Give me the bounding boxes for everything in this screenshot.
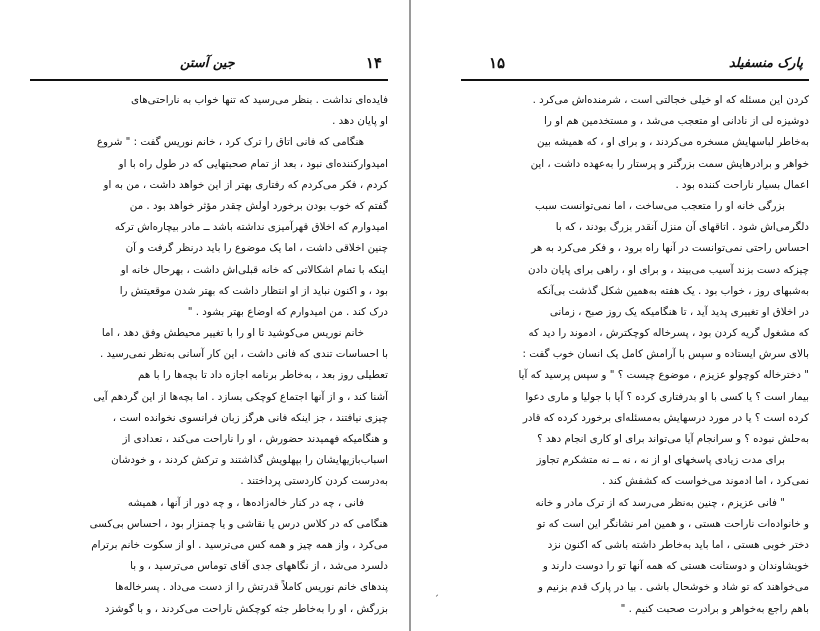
text-line: " فانی عزیزم ، چنین به‌نظر می‌رسد که از ترک مادر و خانه xyxy=(535,496,785,509)
left-running-title: جین آستن xyxy=(180,56,235,71)
right-page xyxy=(411,0,820,631)
text-line: به‌حلش نبوده ؟ و سرانجام آیا می‌تواند برای او کاری انجام دهد ؟ xyxy=(537,433,809,445)
text-line: به‌شبهای روز ، خواب بود . یک هفته به‌همین شکل گذشت بی‌آنکه xyxy=(536,284,809,297)
text-line: با احساسات تندی که فانی داشت ، این کار آسانی به‌نظر نمی‌رسید . xyxy=(100,348,388,361)
text-line: خواهر و برادرهایش سمت بزرگتر و پرستار را به‌عهده داشت ، این xyxy=(530,157,809,170)
right-page-number: ۱۵ xyxy=(489,54,506,72)
left-page-number: ۱۴ xyxy=(365,54,382,72)
text-line: خانم نوریس می‌کوشید تا او را با تغییر محیطش وفق دهد ، اما xyxy=(101,327,364,340)
left-header-rule xyxy=(30,79,388,81)
text-line: دلگرمی‌اش شود . اتاقهای آن منزل آنقدر بزرگ بودند ، که با xyxy=(555,221,809,234)
text-line: فانی ، چه در کنار خاله‌زاده‌ها ، و چه دور از آنها ، همیشه xyxy=(127,496,364,509)
text-line: احساس راحتی نمی‌توانست در آنها راه برود ، و فکر می‌کرد به هر xyxy=(531,242,809,255)
text-line: به‌درست کردن کاردستی پرداختند . xyxy=(240,475,388,488)
text-line: اسباب‌بازیهایشان را بپهلویش گذاشتند و ترکش کردند ، و خودشان xyxy=(111,454,388,467)
text-line: دختر خوبی هستی ، اما باید به‌خاطر داشته باشی که اکنون نزد xyxy=(547,538,809,551)
text-line: کردن این مسئله که او خیلی خجالتی است ، شرمنده‌اش می‌کرد . xyxy=(532,94,809,106)
right-page-body xyxy=(469,90,809,620)
text-line: به‌خاطر لباسهایش مسخره می‌کردند ، و برای او ، که همیشه بین xyxy=(537,136,809,149)
text-line: دلسرد می‌شد ، از نگاههای جدی آقای توماس می‌ترسید ، و با xyxy=(130,560,388,573)
text-line: بود ، و اکنون نباید از او انتظار داشت که بهتر شدن موقعیتش را xyxy=(119,284,388,297)
text-line: پندهای خانم نوریس کاملاً قدرتش را از دست می‌داد . پسرخاله‌ها xyxy=(115,581,388,594)
text-line: بزرگش ، او را به‌خاطر جثه کوچکش ناراحت می‌کردند ، و با گوشزد xyxy=(104,602,388,615)
text-line: که مشغول گریه کردن بود ، پسرخاله کوچکترش ، ادموند را دید که xyxy=(528,327,809,340)
text-line: کردم ، فکر می‌کردم که رفتاری بهتر از این خواهد داشت ، من به او xyxy=(103,178,388,191)
right-page-header xyxy=(471,54,809,76)
left-page xyxy=(0,0,409,631)
text-line: می‌خواهند که تو شاد و خوشحال باشی . بیا در پارک قدم بزنیم و xyxy=(537,581,809,594)
text-line: فایده‌ای نداشت . بنظر می‌رسید که تنها خواب به ناراحتی‌های xyxy=(131,94,388,106)
text-line: برای مدت زیادی پاسخهای او از نه ، نه ــ نه متشکرم تجاوز xyxy=(536,454,785,467)
right-running-title: پارک منسفیلد xyxy=(728,56,803,71)
text-line: هنگامی که فانی اتاق را ترک کرد ، خانم نوریس گفت : " شروع xyxy=(96,136,364,149)
text-line: می‌کرد ، واز همه چیز و همه کس می‌ترسید . او از سکوت خانم برترام xyxy=(91,538,388,551)
text-line: دوشیزه لی از نادانی او متعجب می‌شد ، و مستخدمین هم او را xyxy=(544,115,809,128)
text-line: گفتم که خوب بودن برخورد اولش چقدر مؤثر خواهد بود . من xyxy=(129,199,388,212)
text-line: چیزی نیافتند ، جز اینکه فانی هرگز زبان فرانسوی نخوانده است ، xyxy=(112,411,388,424)
text-line: چنین اخلاقی داشت ، اما یک موضوع را باید درنظر گرفت و آن xyxy=(125,242,388,255)
text-line: نمی‌کرد ، اما ادموند می‌خواست که کشفش کند . xyxy=(601,475,809,488)
text-line: اعمال بسیار ناراحت کننده بود . xyxy=(675,178,809,191)
text-line: در اخلاق او تغییری پدید آید ، تا هنگامیکه یک روز صبح ، زمانی xyxy=(549,305,809,318)
right-header-rule xyxy=(461,79,809,81)
text-line: بالای سرش ایستاده و سپس با آرامش کامل یک انسان خوب گفت : xyxy=(522,348,809,361)
text-line: و هنگامیکه فهمیدند حضورش ، او را ناراحت می‌کند ، تعدادی از xyxy=(122,433,388,445)
text-line: امیدوارکننده‌ای نبود ، بعد از تمام صحبتهایی که در طول راه با او xyxy=(118,157,388,170)
text-line: تعطیلی روز بعد ، به‌خاطر برنامه اجازه داد تا بچه‌ها را با هم xyxy=(138,369,388,382)
text-line: امیدوارم که اخلاق قهرآمیزی نداشته باشد ــ مادر بیچاره‌اش ترکه xyxy=(114,221,388,234)
text-line: بیمار است ؟ یا کسی با او بدرفتاری کرده ؟ آیا با جولیا و ماری دعوا xyxy=(525,390,809,403)
text-line: درک کند . من امیدوارم که اوضاع بهتر بشود . " xyxy=(187,305,388,318)
text-line: آشنا کند ، و از آنها اجتماع کوچکی بسازد . اما بچه‌ها از این گردهم آیی xyxy=(93,390,388,403)
text-line: چیزکه دست بزند آسیب می‌بیند ، و برای او ، راهی برای پایان دادن xyxy=(528,263,809,276)
text-line: " دخترخاله کوچولو عزیزم ، موضوع چیست ؟ " و سپس پرسید که آیا xyxy=(518,369,809,382)
margin-mark: ˏ xyxy=(434,586,439,597)
left-page-body xyxy=(30,90,388,620)
text-line: او پایان دهد . xyxy=(332,115,388,128)
text-line: اینکه با تمام اشکالاتی که خانه قبلی‌اش داشت ، بهرحال خانه او xyxy=(120,263,388,276)
text-line: هنگامی که در کلاس درس یا نقاشی و یا چمنزار بود ، احساس بی‌کسی xyxy=(89,517,388,530)
text-line: بزرگی خانه او را متعجب می‌ساخت ، اما نمی‌توانست سبب xyxy=(535,199,785,212)
text-line: کرده است ؟ یا در مورد درسهایش به‌مسئله‌ای برخورد کرده که قادر xyxy=(522,411,809,424)
text-line: باهم راجع به‌خواهر و برادرت صحبت کنیم . " xyxy=(620,602,809,615)
text-line: خویشاوندان و دوستانت هستی که همه آنها تو را دوست دارند و xyxy=(542,560,809,573)
text-line: و خانواده‌ات ناراحت هستی ، و همین امر نشانگر این است که تو xyxy=(537,517,809,530)
left-page-header xyxy=(30,54,388,76)
